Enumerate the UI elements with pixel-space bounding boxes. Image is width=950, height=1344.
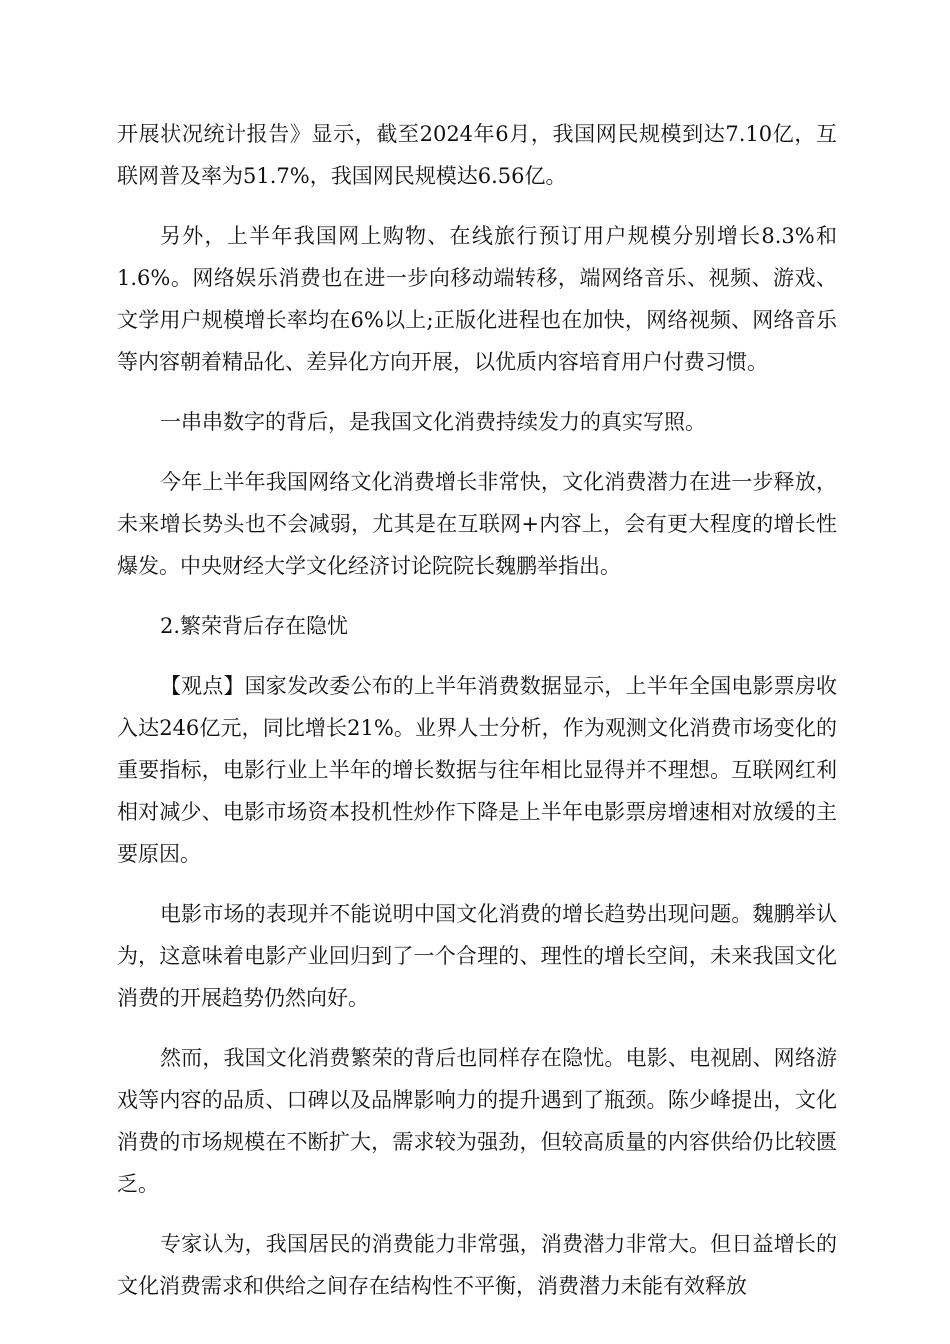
paragraph-expert-quote: 今年上半年我国网络文化消费增长非常快，文化消费潜力在进一步释放，未来增长势头也不会减弱，尤其是在互联网+内容上，会有更大程度的增长性爆发。中央财经大学文化经济讨论院院长魏鹏举指出。 xyxy=(117,470,837,578)
paragraph-viewpoint: 【观点】国家发改委公布的上半年消费数据显示，上半年全国电影票房收入达246亿元，同比增长21%。业界人士分析，作为观测文化消费市场变化的重要指标，电影行业上半年的增长数据与往年相比显得并不理想。互联网红利相对减少、电影市场资本投机性炒作下降是上半年电影票房增速相对放缓的主要原因。 xyxy=(117,674,837,866)
paragraph-imbalance: 专家认为，我国居民的消费能力非常强，消费潜力非常大。但日益增长的文化消费需求和供给之间存在结构性不平衡，消费潜力未能有效释放 xyxy=(117,1232,837,1298)
paragraph-film-market: 电影市场的表现并不能说明中国文化消费的增长趋势出现问题。魏鹏举认为，这意味着电影产业回归到了一个合理的、理性的增长空间，未来我国文化消费的开展趋势仍然向好。 xyxy=(117,902,837,1010)
paragraph-concerns: 然而，我国文化消费繁荣的背后也同样存在隐忧。电影、电视剧、网络游戏等内容的品质、口碑以及品牌影响力的提升遇到了瓶颈。陈少峰提出，文化消费的市场规模在不断扩大，需求较为强劲，但较高质量的内容供给仍比较匮乏。 xyxy=(117,1046,837,1196)
section-heading: 2.繁荣背后存在隐忧 xyxy=(160,614,349,638)
paragraph-continuation: 开展状况统计报告》显示，截至2024年6月，我国网民规模到达7.10亿，互联网普及率为51.7%，我国网民规模达6.56亿。 xyxy=(117,122,837,188)
paragraph-user-growth: 另外，上半年我国网上购物、在线旅行预订用户规模分别增长8.3%和1.6%。网络娱乐消费也在进一步向移动端转移，端网络音乐、视频、游戏、文学用户规模增长率均在6%以上;正版化进程也在加快，网络视频、网络音乐等内容朝着精品化、差异化方向开展，以优质内容培育用户付费习惯。 xyxy=(117,224,837,374)
document-body xyxy=(117,113,837,1325)
paragraph-summary: 一串串数字的背后，是我国文化消费持续发力的真实写照。 xyxy=(160,410,706,434)
